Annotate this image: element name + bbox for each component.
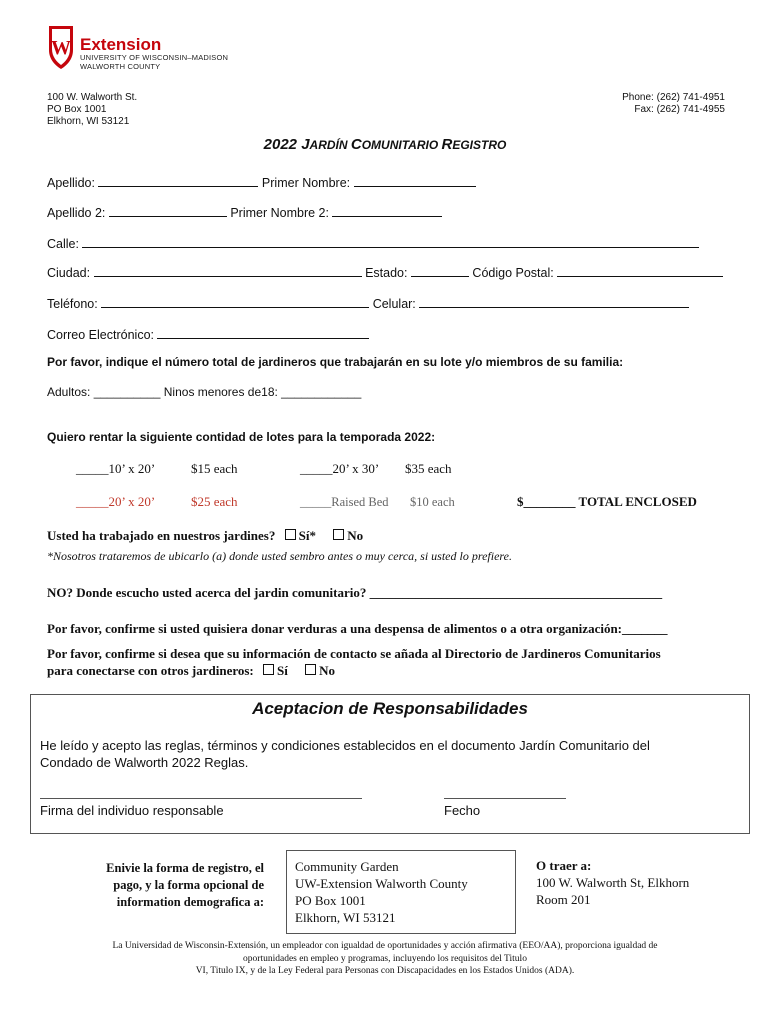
drop-off-address-line: Room 201 <box>536 892 591 907</box>
total-enclosed-field[interactable]: $________ TOTAL ENCLOSED <box>517 494 697 509</box>
no-checkbox[interactable] <box>333 529 344 540</box>
si-label: Sí* <box>298 528 316 543</box>
name2-row <box>47 203 442 220</box>
responsibility-section <box>30 694 750 834</box>
directory-question <box>47 645 661 679</box>
codigo-postal-field[interactable] <box>557 263 723 277</box>
ciudad-label: Ciudad: <box>47 266 91 280</box>
fax-number: Fax: (262) 741-4955 <box>634 104 725 115</box>
date-label: Fecho <box>444 803 481 818</box>
calle-field[interactable] <box>82 234 699 248</box>
apellido-field[interactable] <box>98 173 258 187</box>
phone-row <box>47 294 689 311</box>
email-row <box>47 325 369 342</box>
donate-field[interactable]: Por favor, confirme si usted quisiera donar verduras a una despensa de alimentos o a otra organización:_______ <box>47 621 668 636</box>
primer-nombre2-label: Primer Nombre 2: <box>230 206 329 220</box>
signature-line[interactable] <box>40 798 362 799</box>
name-row <box>47 173 476 190</box>
office-contact <box>622 92 725 116</box>
address-line: 100 W. Walworth St. <box>47 92 138 103</box>
mailing-address-box <box>286 850 516 934</box>
correo-label: Correo Electrónico: <box>47 328 154 342</box>
uw-crest-icon <box>46 24 76 70</box>
crest-letter: W <box>51 37 71 59</box>
estado-label: Estado: <box>365 266 408 280</box>
lot-price: $25 each <box>191 494 238 509</box>
lots-question: Quiero rentar la siguiente contidad de lotes para la temporada 2022: <box>47 430 436 444</box>
worked-before-question: Usted ha trabajado en nuestros jardines? <box>47 528 276 543</box>
placement-note: *Nosotros trataremos de ubicarlo (a) donde usted sembro antes o muy cerca, si usted lo prefiere. <box>47 549 512 563</box>
phone-number: Phone: (262) 741-4951 <box>622 92 725 103</box>
address-line: Elkhorn, WI 53121 <box>47 116 130 127</box>
responsibility-line: He leído y acepto las reglas, términos y condiciones establecidos en el documento Jardín Comunitario del <box>40 738 650 753</box>
city-row <box>47 263 723 280</box>
form-title: 2022 JARDÍN COMUNITARIO REGISTRO <box>263 136 507 153</box>
apellido-label: Apellido: <box>47 176 95 190</box>
lot-option-raised-bed[interactable]: _____Raised Bed <box>300 495 389 509</box>
drop-off-info <box>536 857 689 908</box>
address-line: PO Box 1001 <box>47 104 107 115</box>
lot-price: $10 each <box>410 495 455 509</box>
logo-line1: UNIVERSITY OF WISCONSIN–MADISON <box>80 53 229 62</box>
lot-option-20x20[interactable]: _____20’ x 20’ <box>76 494 156 509</box>
telefono-field[interactable] <box>101 294 369 308</box>
logo-name: Extension <box>80 35 162 54</box>
lot-option-20x30[interactable]: _____20’ x 30’ <box>300 461 380 476</box>
heard-about-field[interactable]: NO? Donde escucho usted acerca del jardin comunitario? _____________________________________________ <box>47 585 663 600</box>
apellido2-field[interactable] <box>109 203 227 217</box>
gardeners-question: Por favor, indique el número total de jardineros que trabajarán en su lote y/o miembros de su familia: <box>47 355 624 369</box>
lot-price: $15 each <box>191 461 238 476</box>
calle-label: Calle: <box>47 237 79 251</box>
si-checkbox[interactable] <box>285 529 296 540</box>
drop-off-title: O traer a: <box>536 858 592 873</box>
no-label: No <box>347 528 364 543</box>
logo-line2: WALWORTH COUNTY <box>80 62 161 71</box>
responsibility-text <box>40 737 650 771</box>
extension-logo <box>80 36 228 71</box>
directory-si-checkbox[interactable] <box>263 664 274 675</box>
correo-field[interactable] <box>157 325 369 339</box>
directory-line: para conectarse con otros jardineros: <box>47 663 254 678</box>
worked-before-row <box>47 528 363 544</box>
telefono-label: Teléfono: <box>47 297 98 311</box>
directory-no-checkbox[interactable] <box>305 664 316 675</box>
ciudad-field[interactable] <box>94 263 362 277</box>
directory-line: Por favor, confirme si desea que su información de contacto se añada al Directorio de Jardineros Comunitarios <box>47 646 661 661</box>
primer-nombre-label: Primer Nombre: <box>261 176 351 190</box>
directory-si-label: Sí <box>277 663 288 678</box>
celular-label: Celular: <box>372 297 416 311</box>
signature-label: Firma del individuo responsable <box>40 803 224 818</box>
celular-field[interactable] <box>419 294 689 308</box>
drop-off-address-line: 100 W. Walworth St, Elkhorn <box>536 875 690 890</box>
responsibility-title: Aceptacion de Responsabilidades <box>252 699 528 718</box>
street-row <box>47 234 699 251</box>
equal-opportunity-notice: La Universidad de Wisconsin-Extensión, un empleador con igualdad de oportunidades y acción afirmativa (EEO/AA), proporciona igualdad de oportunidades en empleo y programas, incluyendo los requisitos del Titulo VI, Titulo IX, y de la Ley Federal para Personas con Discapacidades en los Estados Unidos (ADA). <box>112 941 658 976</box>
mailing-instruction: Enivie la forma de registro, el pago, y la forma opcional de information demografica a: <box>106 861 264 909</box>
date-line[interactable] <box>444 798 566 799</box>
estado-field[interactable] <box>411 263 469 277</box>
mailing-address: Community Garden UW-Extension Walworth County PO Box 1001 Elkhorn, WI 53121 <box>295 859 468 925</box>
primer-nombre-field[interactable] <box>354 173 476 187</box>
primer-nombre2-field[interactable] <box>332 203 442 217</box>
codigo-postal-label: Código Postal: <box>472 266 554 280</box>
office-address <box>47 92 137 128</box>
apellido2-label: Apellido 2: <box>47 206 106 220</box>
directory-no-label: No <box>319 663 335 678</box>
responsibility-line: Condado de Walworth 2022 Reglas. <box>40 755 249 770</box>
lot-option-10x20[interactable]: _____10’ x 20’ <box>76 461 156 476</box>
lot-price: $35 each <box>405 461 452 476</box>
gardeners-count-field[interactable]: Adultos: __________ Ninos menores de18: ____________ <box>47 385 362 399</box>
